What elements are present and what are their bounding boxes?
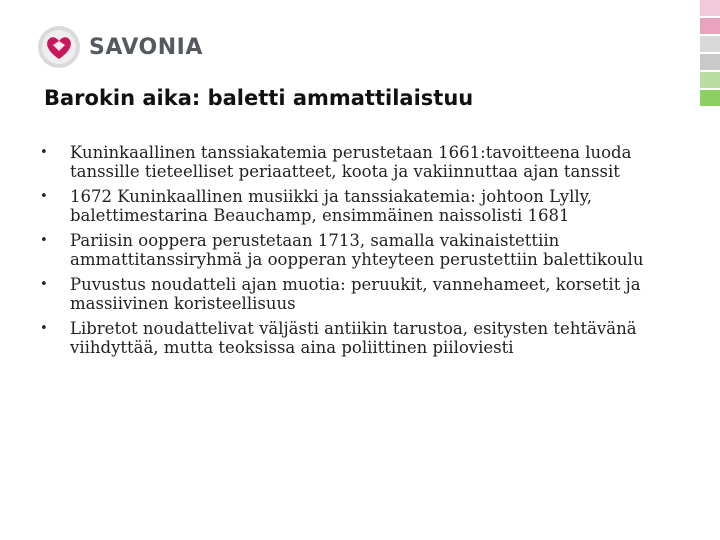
stripe [700, 54, 720, 70]
stripe [700, 18, 720, 34]
bullet-icon: • [40, 145, 48, 160]
bullet-list [40, 143, 700, 363]
bullet-item [40, 319, 700, 357]
stripe [700, 0, 720, 16]
stripe [700, 90, 720, 106]
decorative-stripes [700, 0, 720, 108]
stripe [700, 36, 720, 52]
bullet-text: Libretot noudattelivat väljästi antiikin tarustoa, esitysten tehtävänä viihdyttää, mutta teoksissa aina poliittinen piiloviesti [70, 319, 637, 357]
bullet-item [40, 143, 700, 181]
bullet-icon: • [40, 277, 48, 292]
savonia-logo [37, 24, 203, 70]
bullet-icon: • [40, 321, 48, 336]
bullet-text: 1672 Kuninkaallinen musiikki ja tanssiakatemia: johtoon Lylly, balettimestarina Beauchamp, ensimmäinen naissolisti 1681 [70, 187, 593, 225]
bullet-item [40, 231, 700, 269]
brand-name: SAVONIA [89, 34, 203, 60]
stripe [700, 72, 720, 88]
bullet-item [40, 275, 700, 313]
bullet-item [40, 187, 700, 225]
bullet-text: Kuninkaallinen tanssiakatemia perustetaan 1661:tavoitteena luoda tanssille tieteelliset periaatteet, koota ja vakiinnuttaa ajan tanssit [70, 143, 632, 181]
bullet-icon: • [40, 233, 48, 248]
bullet-text: Pariisin ooppera perustetaan 1713, samalla vakinaistettiin ammattitanssiryhmä ja oopperan yhteyteen perustettiin balettikoulu [70, 231, 644, 269]
slide-title: Barokin aika: baletti ammattilaistuu [44, 86, 474, 110]
bullet-text: Puvustus noudatteli ajan muotia: peruukit, vannehameet, korsetit ja massiivinen koristeellisuus [70, 275, 641, 313]
savonia-heart-logo-icon [37, 25, 81, 69]
bullet-icon: • [40, 189, 48, 204]
